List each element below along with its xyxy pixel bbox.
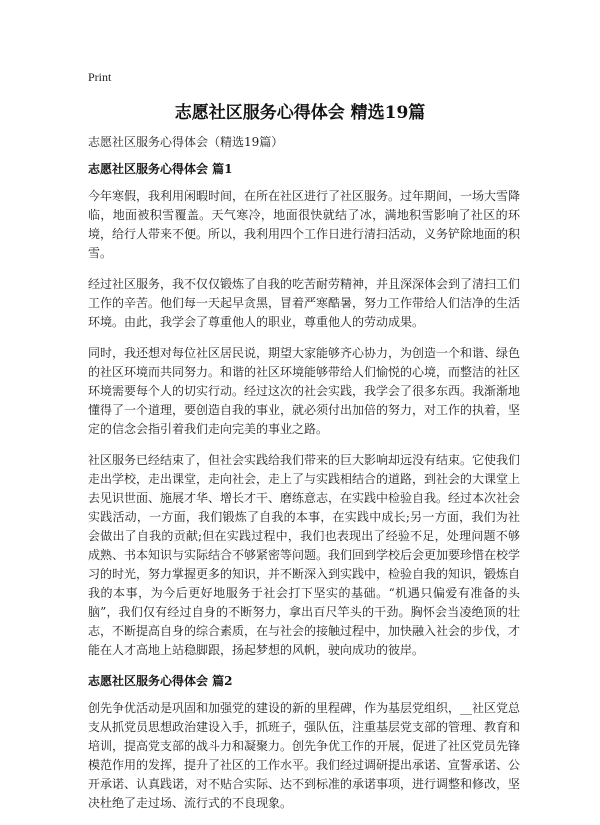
section-1: [88, 160, 520, 660]
print-label[interactable]: Print: [88, 70, 112, 84]
page-title: 志愿社区服务心得体会 精选19篇: [174, 103, 426, 123]
paragraph: 今年寒假，我利用闲暇时间，在所在社区进行了社区服务。过年期间，一场大雪降临，地面被积雪覆盖。天气寒冷，地面很快就结了冰，满地积雪影响了社区的环境，给行人带来不便。所以，我利用四个工作日进行清扫活动，义务铲除地面的积雪。: [88, 189, 521, 260]
article-content: [88, 160, 520, 825]
section-heading: 志愿社区服务心得体会 篇2: [88, 674, 233, 688]
paragraph: 同时，我还想对每位社区居民说，期望大家能够齐心协力，为创造一个和谐、绿色的社区环境而共同努力。和谐的社区环境能够带给人们愉悦的心境，而整洁的社区环境需要每个人的切实行动。经过这次的社会实践，我学会了很多东西。我渐渐地懂得了一个道理，要创造自我的事业，就必须付出加倍的努力，对工作的执着，坚定的信念会指引着我们走向完美的事业之路。: [88, 346, 521, 436]
section-heading: 志愿社区服务心得体会 篇1: [88, 162, 233, 176]
section-2: [88, 672, 520, 813]
paragraph: 创先争优活动是巩固和加强党的建设的新的里程碑，作为基层党组织，__社区党总支从抓党员思想政治建设入手，抓班子，强队伍，注重基层党支部的管理、教育和培训，提高党支部的战斗力和凝聚力。创先争优工作的开展，促进了社区党员先锋模范作用的发挥，提升了社区的工作水平。我们经过调研提出承诺、宣誓承诺、公开承诺、认真践诺，对不贴合实际、达不到标准的承诺事项，进行调整和修改，坚决杜绝了走过场、流行式的不良现象。: [88, 701, 521, 810]
page-subtitle: 志愿社区服务心得体会（精选19篇）: [88, 135, 284, 149]
paragraph: 社区服务已经结束了，但社会实践给我们带来的巨大影响却远没有结束。它使我们走出学校，走出课堂，走向社会，走上了与实践相结合的道路，到社会的大课堂上去见识世面、施展才华、增长才干、磨练意志，在实践中检验自我。经过本次社会实践活动，一方面，我们锻炼了自我的本事，在实践中成长;另一方面，我们为社会做出了自我的贡献;但在实践过程中，我们也表现出了经验不足，处理问题不够成熟、书本知识与实际结合不够紧密等问题。我们回到学校后会更加要珍惜在校学习的时光，努力掌握更多的知识，并不断深入到实践中，检验自我的知识，锻炼自我的本事，为今后更好地服务于社会打下坚实的基础。“机遇只偏爱有准备的头脑”，我们仅有经过自身的不断努力，拿出百尺竿头的干劲。胸怀会当凌绝顶的壮志，不断提高自身的综合素质，在与社会的接触过程中，加快融入社会的步伐，才能在人才高地上站稳脚跟，扬起梦想的风帆，驶向成功的彼岸。: [88, 453, 521, 657]
paragraph: 经过社区服务，我不仅仅锻炼了自我的吃苦耐劳精神，并且深深体会到了清扫工们工作的辛苦。他们每一天起早贪黑，冒着严寒酷暑，努力工作带给人们洁净的生活环境。由此，我学会了尊重他人的职业，尊重他人的劳动成果。: [88, 277, 521, 329]
